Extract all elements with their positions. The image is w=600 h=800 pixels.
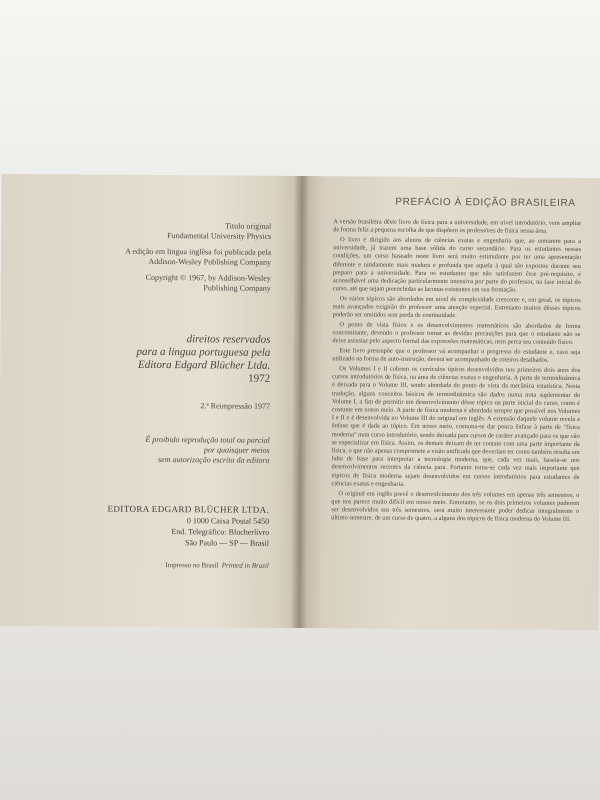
preface-paragraph: O original em inglês prevê o desenvolvimento dos três volumes em apenas três semestres, o que nos parece muito difícil em nosso meio. Entretanto, se os dois primeiros volumes puderem ser desenvolvidos em três semestres, será muito interessante poder dedicar integralmente o último semestre, de um curso de quatro, a alguns dos tópicos de física moderna do Volume III. <box>331 489 580 524</box>
printed-in-note <box>165 560 269 571</box>
publisher-telegraph: End. Telegráfico: Blucherlivro <box>171 527 270 537</box>
preface-heading: PREFÁCIO À EDIÇÃO BRASILEIRA <box>395 196 576 209</box>
original-title-label: Titulo original <box>225 221 272 231</box>
edition-note-line-2: Addison-Wesley Publishing Company <box>148 256 272 267</box>
left-page <box>0 174 302 628</box>
preface-paragraph: Este livro pressupõe que o professor vá acompanhar o progresso do estudante e, caso seja utilizado na forma de auto-instrução, deverá ser acompanhado de roteiros detalhados. <box>332 347 581 364</box>
preface-paragraph: Os Volumes I e II cobrem os currículos típicos desenvolvidos nos primeiros dois anos dos cursos introdutórios de física, na área de ciências exatas e engenharia. A parte de termodinâmica é deixada para o Volume III, sendo abordada do ponto de vista da mecânica estatística. Nesta tradução, alguns conceitos básicos de termodinâmica são dados numa nota suplementar do Volume I, a fim de permitir um desenvolvimento dêsse tópico na parte inicial do curso, como é costume em nosso meio. A parte de física moderna é abordada sempre que possível nos Volumes I e II e é desenvolvida no Volume III do original em inglês. A extensão daquele volume revela a ênfase que é dada ao tópico. Em nosso meio, costuma-se dar pouca ênfase à parte de "física moderna" num curso introdutório, sendo deixada para cursos de caráter avançado para os que vão se especializar em física. Assim, os demais deixam de ter contato com uma parte importante da física, o que não apenas compromete a visão unificada que deveriam ter como também resulta em falta de base para interpretar a tecnologia moderna, que, cada vez mais, baseia-se nos desenvolvimentos recentes da ciência para. Portanto torna-se cada vez mais importante que tópicos de física moderna sejam desenvolvidos em cursos introdutórios para estudantes de ciências exatas e engenharia. <box>331 365 581 488</box>
rights-line-2: para a lingua portuguesa pela <box>136 345 271 359</box>
reproduction-notice <box>145 435 270 466</box>
edition-note-line-1: A edição em lingua inglêsa foi publicada pela <box>125 246 272 257</box>
publisher-postal: 0 1000 Caixa Postal 5450 <box>186 516 270 526</box>
reprint-note <box>200 401 270 411</box>
copyright-block <box>146 273 271 294</box>
notice-line-1: É proibido reprodução total ou parcial <box>145 434 270 445</box>
publisher-city: São Paulo — SP — Brasil <box>185 538 270 548</box>
printed-in-en: Printed in Brazil <box>221 561 269 570</box>
notice-line-3: sem autorização escrita da editora <box>158 455 270 465</box>
edition-note-block <box>125 247 271 268</box>
rights-line-1: direitos reservados <box>186 333 271 346</box>
preface-body <box>331 218 581 526</box>
preface-paragraph: A versão brasileira dêste livro de física para a universidade, em nível introdutório, vem ampliar de forma feliz a pequena escolha de que dispõem os professôres de física nessa área. <box>333 218 582 235</box>
rights-block <box>136 333 270 386</box>
original-title-block <box>167 221 271 242</box>
printed-in-pt: Impresso no Brasil <box>165 561 219 570</box>
reprint-text: 2.ª Reimpressão 1977 <box>200 401 271 411</box>
preface-paragraph: Os vários tópicos são abordados em nível de complexidade crescente e, em geral, os tópicos mais avançados exigirão do professor uma atenção especial. Entretanto muitos dêsses tópicos poderão ser omitidos sem perda de continuidade. <box>332 295 581 320</box>
publication-year: 1972 <box>248 372 271 385</box>
book-gutter <box>290 176 309 628</box>
open-book <box>0 174 600 630</box>
original-title-value: Fundamental University Physics <box>167 231 272 241</box>
rights-line-3: Editora Edgard Blücher Ltda. <box>138 358 271 372</box>
copyright-line-1: Copyright © 1967, by Addison-Wesley <box>145 272 271 283</box>
publisher-block <box>107 504 269 549</box>
preface-paragraph: O livro é dirigido aos alunos de ciências exatas e engenharia que, ao entrarem para a universidade, já trazem uma base sólida do curso secundário. Para os estudantes nessas condições, um curso baseado neste livro será muito estimulante por ter uma apresentação diferente e nitidamente mais madura e profunda que aquela à qual são expostos durante seu preparo para a universidade. Para os estudantes que não satisfazem êsse pré-requisito, é aconselhável uma dedicação particularmente intensiva por parte do professor, na fase inicial do curso, até que sejam preenchidas as lacunas existentes em sua formação. <box>332 236 582 294</box>
preface-paragraph: O ponto de vista físico e os desenvolvimentos matemáticos são abordados de forma concomitante, devendo o professor tomar as devidas precauções para que o estudante não se deixe assustar pelo aspecto formal das expressões matemáticas, nem perca seu conteúdo físico. <box>332 321 581 347</box>
copyright-line-2: Publishing Company <box>203 283 271 293</box>
publisher-name: EDITORA EDGARD BLÜCHER LTDA. <box>107 503 270 515</box>
notice-line-2: por quaisquer meios <box>203 445 270 455</box>
